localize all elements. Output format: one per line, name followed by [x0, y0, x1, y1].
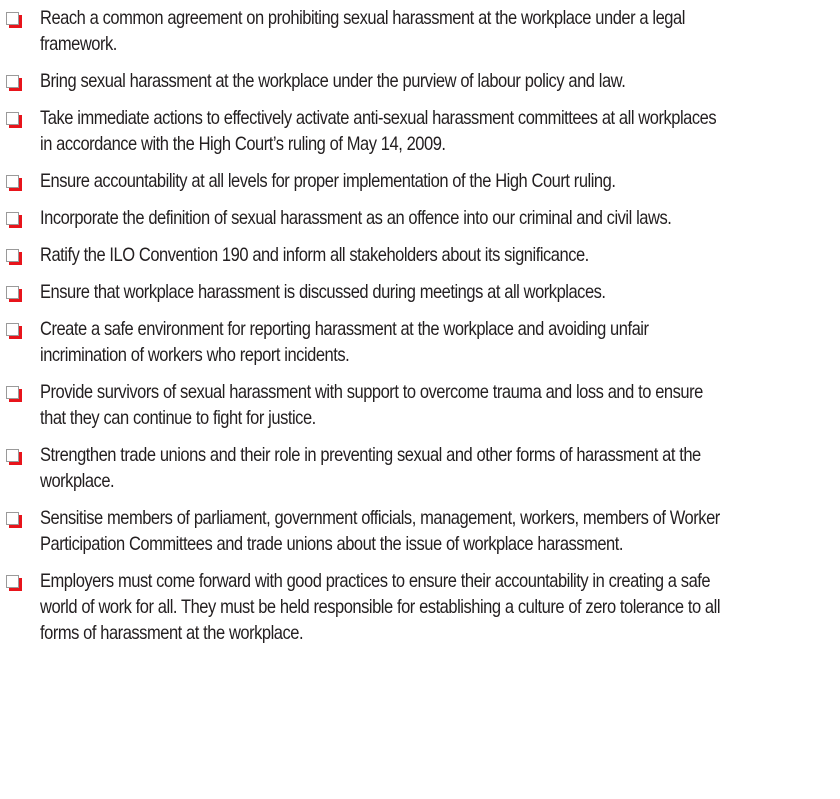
list-item: [0, 443, 840, 495]
list-item-text: Ratify the ILO Convention 190 and inform all stakeholders about its significance.: [40, 245, 589, 266]
list-item: [0, 569, 840, 647]
checkbox-bullet-icon: [6, 75, 19, 88]
list-item-text: Provide survivors of sexual harassment with support to overcome trauma and loss and to ensure that they can continue to fight for justice.: [40, 382, 703, 429]
recommendations-list: [0, 6, 840, 658]
list-item: [0, 69, 840, 95]
list-item-text: Bring sexual harassment at the workplace under the purview of labour policy and law.: [40, 71, 626, 92]
list-item-text: Take immediate actions to effectively activate anti-sexual harassment committees at all workplaces in accordance with the High Court’s ruling of May 14, 2009.: [40, 108, 717, 155]
list-item-text: Employers must come forward with good practices to ensure their accountability in creating a safe world of work for all. They must be held responsible for establishing a culture of zero tolerance to all forms of harassment at the workplace.: [40, 571, 721, 644]
checkbox-bullet-icon: [6, 175, 19, 188]
list-item-text: Ensure accountability at all levels for proper implementation of the High Court ruling.: [40, 171, 616, 192]
list-item: [0, 280, 840, 306]
list-item-text: Create a safe environment for reporting harassment at the workplace and avoiding unfair incrimination of workers who report incidents.: [40, 319, 649, 366]
list-item: [0, 206, 840, 232]
list-item-text: Ensure that workplace harassment is discussed during meetings at all workplaces.: [40, 282, 606, 303]
checkbox-bullet-icon: [6, 249, 19, 262]
checkbox-bullet-icon: [6, 449, 19, 462]
checkbox-bullet-icon: [6, 512, 19, 525]
list-item: [0, 243, 840, 269]
list-item: [0, 317, 840, 369]
list-item: [0, 506, 840, 558]
checkbox-bullet-icon: [6, 12, 19, 25]
list-item-text: Reach a common agreement on prohibiting sexual harassment at the workplace under a legal framework.: [40, 8, 685, 55]
checkbox-bullet-icon: [6, 323, 19, 336]
list-item: [0, 106, 840, 158]
checkbox-bullet-icon: [6, 386, 19, 399]
checkbox-bullet-icon: [6, 212, 19, 225]
list-item-text: Strengthen trade unions and their role in preventing sexual and other forms of harassment at the workplace.: [40, 445, 701, 492]
list-item: [0, 6, 840, 58]
list-item-text: Sensitise members of parliament, government officials, management, workers, members of Worker Participation Committees and trade unions about the issue of workplace harassment.: [40, 508, 720, 555]
list-item-text: Incorporate the definition of sexual harassment as an offence into our criminal and civil laws.: [40, 208, 672, 229]
list-item: [0, 169, 840, 195]
checkbox-bullet-icon: [6, 112, 19, 125]
checkbox-bullet-icon: [6, 575, 19, 588]
list-item: [0, 380, 840, 432]
checkbox-bullet-icon: [6, 286, 19, 299]
